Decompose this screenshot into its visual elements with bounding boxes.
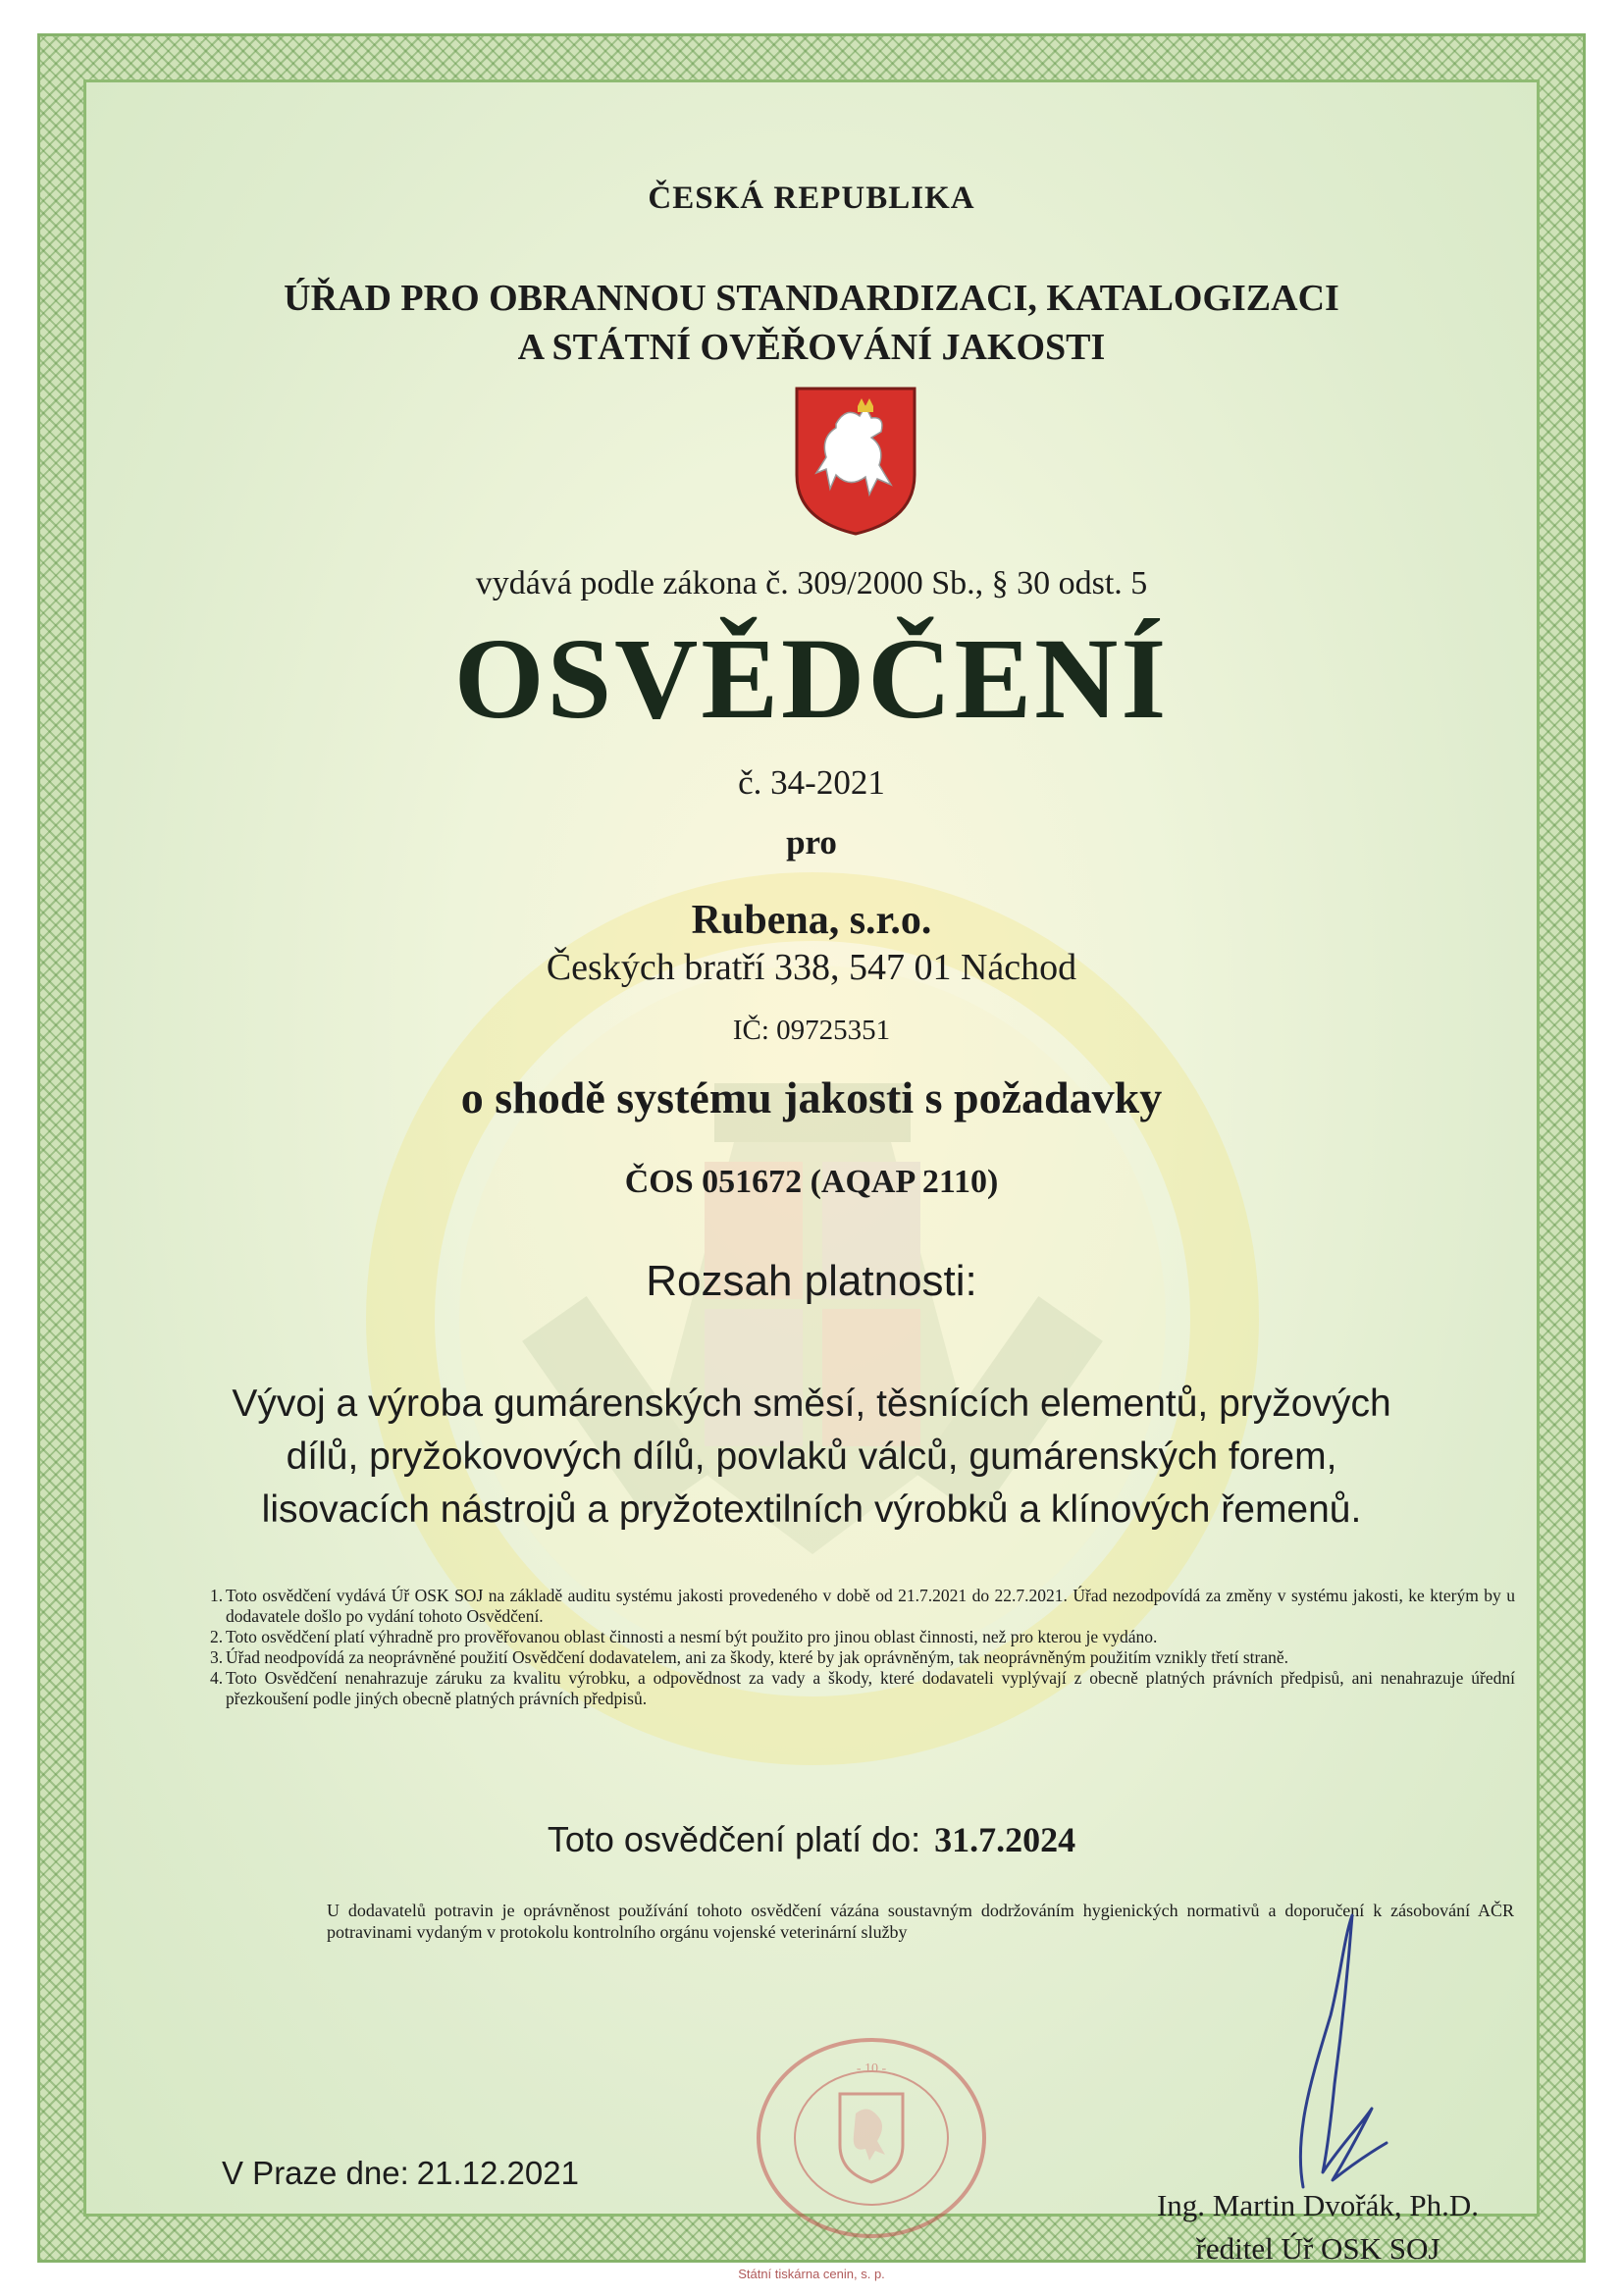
scope-line: dílů, pryžokovových dílů, povlaků válců, gumárenských forem, bbox=[286, 1435, 1337, 1478]
conformity-statement: o shodě systému jakosti s požadavky bbox=[460, 1072, 1163, 1122]
signer-title: ředitel Úř OSK SOJ bbox=[1195, 2231, 1440, 2266]
note-text: Toto osvědčení platí výhradně pro prověřovanou oblast činnosti a nesmí být použito pro jinou oblast činnosti, než pro kterou je vydáno. bbox=[226, 1627, 1158, 1646]
note-text: Toto osvědčení vydává Úř OSK SOJ na základě auditu systému jakosti provedeného v době od 21.7.2021 do 22.7.2021. Úřad nezodpovídá za změny v systému jakosti, ke kterým by u dodavatele došlo po vydání tohoto Osvědčení. bbox=[226, 1586, 1515, 1626]
note-number: 3. bbox=[210, 1647, 224, 1667]
company-name: Rubena, s.r.o. bbox=[691, 898, 932, 943]
scope-title: Rozsah platnosti: bbox=[646, 1257, 977, 1305]
place-label: V Praze dne: bbox=[222, 2155, 409, 2191]
scope-text bbox=[86, 1378, 1537, 1537]
official-stamp bbox=[754, 2035, 989, 2241]
certificate-number: č. 34-2021 bbox=[738, 763, 885, 802]
svg-text:- 10 -: - 10 - bbox=[856, 2061, 887, 2076]
office-name-line-1: ÚŘAD PRO OBRANNOU STANDARDIZACI, KATALOGIZACI bbox=[284, 278, 1339, 319]
validity-date: 31.7.2024 bbox=[934, 1820, 1076, 1859]
office-name bbox=[86, 274, 1537, 372]
company-id: IČ: 09725351 bbox=[732, 1015, 891, 1046]
signer-name: Ing. Martin Dvořák, Ph.D. bbox=[1156, 2188, 1480, 2222]
food-supplier-notice: U dodavatelů potravin je oprávněnost používání tohoto osvědčení vázána soustavným dodržováním hygienických normativů a doporučení k zásobování AČR potravinami vydaným v protokolu kontrolního orgánu vojenské veterinární služby bbox=[327, 1901, 1514, 1942]
validity-line bbox=[86, 1819, 1537, 1860]
note-text: Toto Osvědčení nenahrazuje záruku za kvalitu výrobku, a odpovědnost za vady a škody, které dodavateli vyplývají z obecně platných právních předpisů, ani nenahrazuje úřední přezkoušení podle jiných obecně platných právních předpisů. bbox=[226, 1668, 1515, 1708]
note-item bbox=[210, 1586, 1515, 1627]
note-number: 4. bbox=[210, 1668, 224, 1688]
company-address: Českých bratří 338, 547 01 Náchod bbox=[546, 947, 1077, 988]
scope-line: lisovacích nástrojů a pryžotextilních výrobků a klínových řemenů. bbox=[261, 1488, 1362, 1531]
note-number: 1. bbox=[210, 1586, 224, 1605]
office-name-line-2: A STÁTNÍ OVĚŘOVÁNÍ JAKOSTI bbox=[517, 327, 1106, 368]
note-text: Úřad neodpovídá za neoprávněné použití Osvědčení dodavatelem, ani za škody, které by jak oprávněným, tak neoprávněným použitím vznikly třetí straně. bbox=[226, 1647, 1289, 1667]
validity-label: Toto osvědčení platí do: bbox=[547, 1819, 921, 1859]
signature bbox=[1254, 1907, 1401, 2192]
note-item bbox=[210, 1627, 1515, 1647]
country-heading: ČESKÁ REPUBLIKA bbox=[648, 181, 975, 216]
certificate-title: OSVĚDČENÍ bbox=[453, 614, 1170, 743]
standard-reference: ČOS 051672 (AQAP 2110) bbox=[624, 1164, 999, 1200]
note-item bbox=[210, 1647, 1515, 1668]
issue-date: 21.12.2021 bbox=[416, 2155, 579, 2191]
coat-of-arms-icon bbox=[793, 385, 918, 538]
guilloche-frame bbox=[37, 33, 1586, 2266]
legal-basis: vydává podle zákona č. 309/2000 Sb., § 30 odst. 5 bbox=[475, 565, 1148, 601]
note-item bbox=[210, 1668, 1515, 1709]
printer-imprint: Státní tiskárna cenin, s. p. bbox=[738, 2267, 885, 2281]
note-number: 2. bbox=[210, 1627, 224, 1646]
certificate-body bbox=[83, 79, 1540, 2266]
notes-list bbox=[210, 1586, 1515, 1709]
for-label: pro bbox=[786, 823, 837, 861]
scope-line: Vývoj a výroba gumárenských směsí, těsnících elementů, pryžových bbox=[232, 1383, 1391, 1425]
place-date bbox=[222, 2155, 579, 2192]
signatory bbox=[1107, 2184, 1529, 2270]
